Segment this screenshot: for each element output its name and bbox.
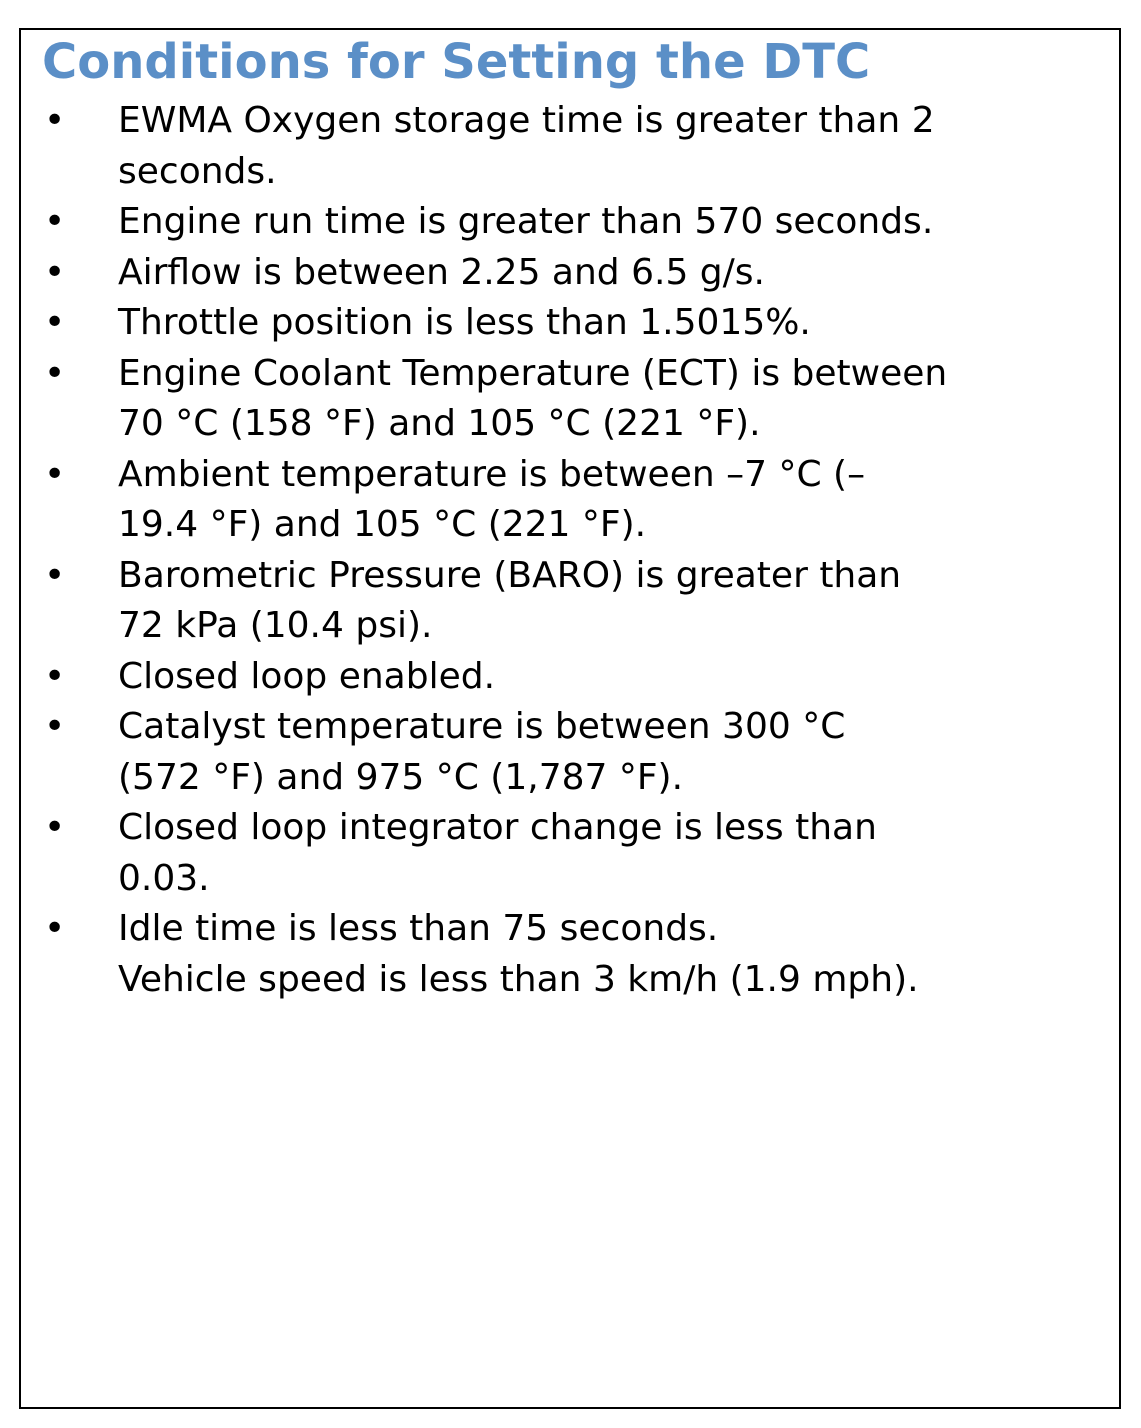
condition-item [0,904,1092,1005]
bullet-icon: • [44,100,66,141]
condition-text: Ambient temperature is between –7 °C (– [118,453,866,495]
condition-text: 70 °C (158 °F) and 105 °C (221 °F). [118,403,761,444]
condition-text: Engine run time is greater than 570 seconds. [118,201,934,242]
condition-text: Closed loop enabled. [118,655,496,697]
condition-text: Throttle position is less than 1.5015%. [118,302,811,343]
bullet-icon: • [44,251,66,293]
bullet-icon: • [44,908,66,949]
bullet-icon: • [44,302,66,343]
bullet-icon: • [44,453,66,495]
condition-text: Vehicle speed is less than 3 km/h (1.9 mph). [118,958,919,1000]
bullet-icon: • [44,706,66,747]
bullet-icon: • [44,655,66,697]
conditions-list [0,96,1092,1005]
page-title: Conditions for Setting the DTC [42,34,871,90]
condition-text: Airflow is between 2.25 and 6.5 g/s. [118,251,765,293]
condition-text: 72 kPa (10.4 psi). [118,605,433,646]
condition-text: Barometric Pressure (BARO) is greater than [118,554,902,596]
condition-text: 19.4 °F) and 105 °C (221 °F). [118,504,647,545]
condition-item [0,298,1092,349]
condition-item [0,197,1092,248]
condition-item [0,551,1092,652]
condition-text: seconds. [118,150,277,192]
condition-item [0,652,1092,703]
condition-text: Engine Coolant Temperature (ECT) is between [118,352,948,394]
condition-text: 0.03. [118,857,210,899]
condition-text: EWMA Oxygen storage time is greater than 2 [118,100,935,141]
condition-item [0,450,1092,551]
condition-item [0,349,1092,450]
condition-text: Catalyst temperature is between 300 °C [118,706,846,747]
bullet-icon: • [44,554,66,596]
condition-text: Idle time is less than 75 seconds. [118,908,719,949]
condition-item [0,248,1092,299]
condition-text: (572 °F) and 975 °C (1,787 °F). [118,756,684,798]
bullet-icon: • [44,807,66,848]
bullet-icon: • [44,352,66,394]
condition-item [0,96,1092,197]
condition-item [0,702,1092,803]
condition-item [0,803,1092,904]
condition-text: Closed loop integrator change is less than [118,807,877,848]
bullet-icon: • [44,201,66,242]
